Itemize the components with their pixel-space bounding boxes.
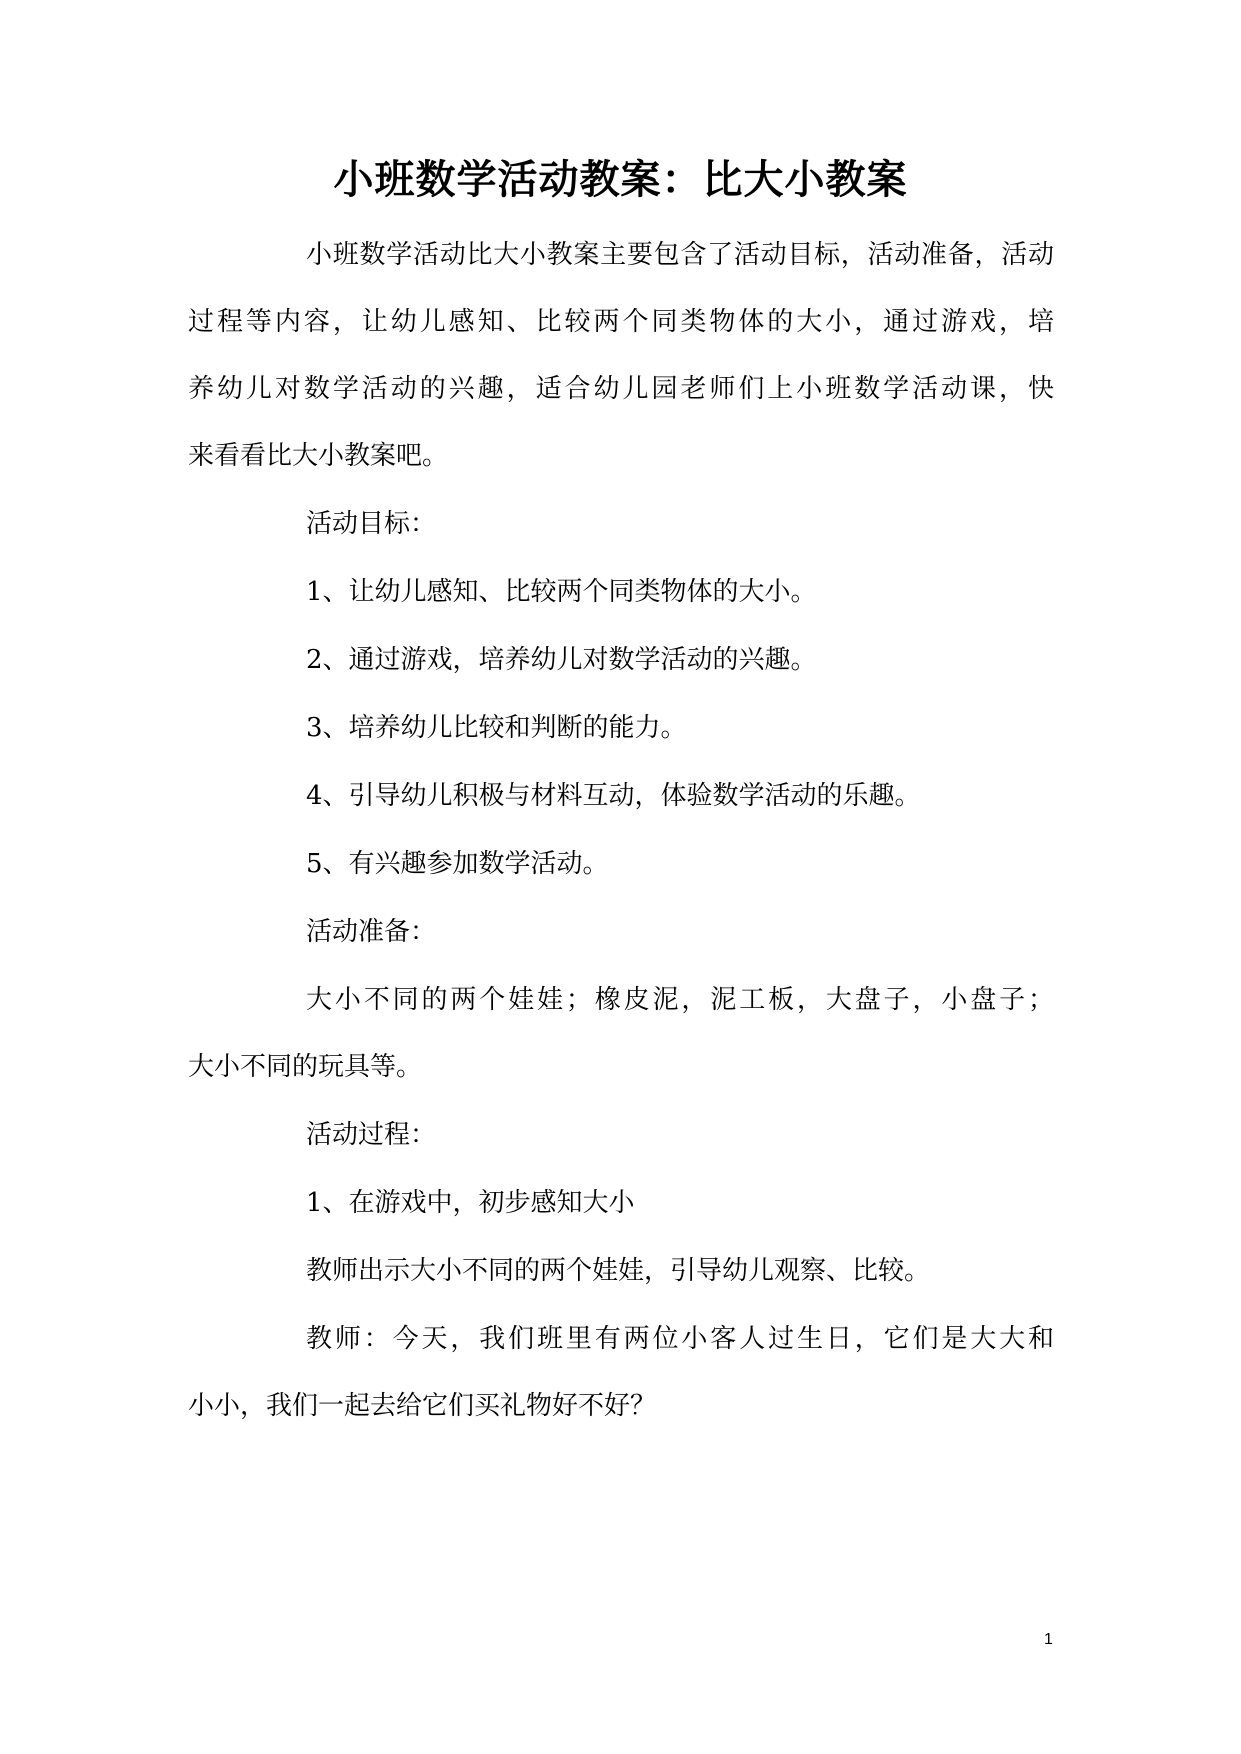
- document-title: 小班数学活动教案：比大小教案: [333, 157, 908, 203]
- goal-item-2: 2、通过游戏，培养幼儿对数学活动的兴趣。: [306, 645, 817, 675]
- process-step-1-desc: 教师出示大小不同的两个娃娃，引导幼儿观察、比较。: [306, 1256, 931, 1286]
- page-number: 1: [1044, 1631, 1053, 1648]
- prep-heading: 活动准备：: [306, 917, 437, 947]
- prep-line-2: 大小不同的玩具等。: [188, 1052, 423, 1082]
- intro-line-1: 小班数学活动比大小教案主要包含了活动目标，活动准备，活动: [306, 240, 1054, 270]
- prep-line-1: 大小不同的两个娃娃；橡皮泥，泥工板，大盘子，小盘子；: [306, 985, 1054, 1015]
- goal-item-1: 1、让幼儿感知、比较两个同类物体的大小。: [306, 577, 817, 607]
- process-step-1: 1、在游戏中，初步感知大小: [306, 1188, 635, 1218]
- intro-line-4: 来看看比大小教案吧。: [188, 441, 449, 471]
- teacher-line-1: 教师：今天，我们班里有两位小客人过生日，它们是大大和: [306, 1324, 1054, 1354]
- intro-line-2: 过程等内容，让幼儿感知、比较两个同类物体的大小，通过游戏，培: [188, 307, 1054, 337]
- goal-item-5: 5、有兴趣参加数学活动。: [306, 849, 609, 879]
- goal-item-4: 4、引导幼儿积极与材料互动，体验数学活动的乐趣。: [306, 781, 921, 811]
- teacher-line-2: 小小，我们一起去给它们买礼物好不好？: [188, 1391, 657, 1421]
- process-heading: 活动过程：: [306, 1120, 437, 1150]
- intro-line-3: 养幼儿对数学活动的兴趣，适合幼儿园老师们上小班数学活动课，快: [188, 374, 1054, 404]
- goal-item-3: 3、培养幼儿比较和判断的能力。: [306, 713, 687, 743]
- goals-heading: 活动目标：: [306, 509, 437, 539]
